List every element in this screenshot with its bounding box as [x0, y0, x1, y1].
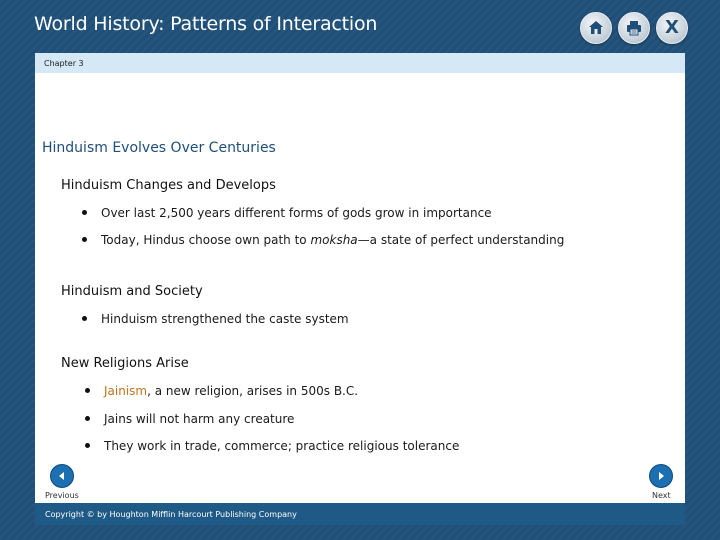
top-toolbar	[580, 12, 688, 44]
arrow-left-icon	[56, 470, 68, 482]
list-item: Jainism, a new religion, arises in 500s B.C.	[85, 384, 358, 398]
list-item: Today, Hindus choose own path to moksha—a state of perfect understanding	[82, 233, 564, 247]
app-title: World History: Patterns of Interaction	[34, 13, 378, 35]
list-item: Over last 2,500 years different forms of gods grow in importance	[82, 206, 492, 220]
previous-label[interactable]: Previous	[45, 491, 79, 500]
arrow-right-icon	[655, 470, 667, 482]
close-button[interactable]	[656, 12, 688, 44]
italic-term: moksha	[310, 233, 358, 247]
list-item: They work in trade, commerce; practice religious tolerance	[85, 439, 459, 453]
section-title: New Religions Arise	[61, 356, 189, 371]
section-title: Hinduism Changes and Develops	[61, 178, 276, 193]
previous-button[interactable]	[50, 464, 74, 488]
close-icon: X	[665, 17, 679, 38]
list-item: Hinduism strengthened the caste system	[82, 312, 349, 326]
slide-heading: Hinduism Evolves Over Centuries	[42, 140, 276, 156]
highlighted-term: Jainism	[104, 384, 148, 398]
footer-bar	[35, 503, 685, 525]
next-button[interactable]	[649, 464, 673, 488]
chapter-label: Chapter 3	[44, 59, 84, 68]
home-button[interactable]	[580, 12, 612, 44]
section-title: Hinduism and Society	[61, 284, 203, 299]
copyright-text: Copyright © by Houghton Mifflin Harcourt Publishing Company	[45, 510, 297, 519]
home-icon	[587, 19, 605, 37]
list-item: Jains will not harm any creature	[85, 412, 294, 426]
slide-content	[35, 53, 685, 503]
chapter-bar	[35, 53, 685, 73]
next-label[interactable]: Next	[652, 491, 671, 500]
print-button[interactable]	[618, 12, 650, 44]
print-icon	[625, 19, 643, 37]
